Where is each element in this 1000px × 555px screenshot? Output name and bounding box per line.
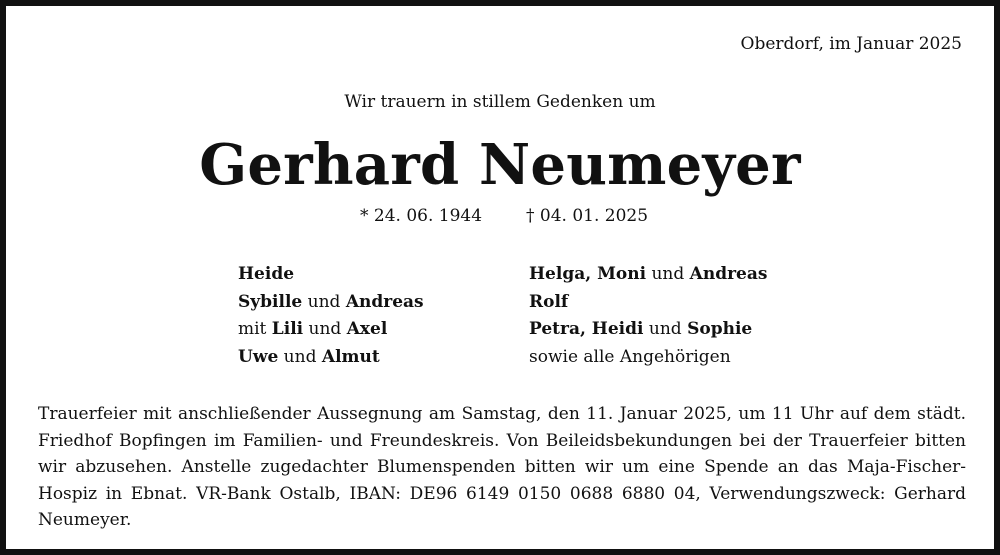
- connector-text: und: [302, 291, 346, 312]
- place-date: Oberdorf, im Januar 2025: [740, 34, 962, 54]
- mourner-line: [529, 289, 767, 317]
- funeral-notice: Trauerfeier mit anschließender Aussegnung am Samstag, den 11. Januar 2025, um 11 Uhr auf dem städt. Friedhof Bopfingen im Familien- und Freundeskreis. Von Beileidsbekundungen bei der Trauerfeier bitten wir abzusehen. Anstelle zugedachter Blumenspenden bitten wir um eine Spende an das Maja-Fischer-Hospiz in Ebnat. VR-Bank Ostalb, IBAN: DE96 6149 0150 0688 6880 04, Verwendungszweck: Gerhard Neumeyer.: [38, 404, 966, 530]
- connector-text: und: [646, 264, 690, 284]
- mourners-right-column: [529, 261, 767, 371]
- death-date: † 04. 01. 2025: [526, 206, 649, 226]
- connector-text: sowie alle Angehörigen: [529, 346, 731, 367]
- deceased-name: Gerhard Neumeyer: [199, 132, 801, 198]
- mourner-name: Lili: [271, 319, 304, 339]
- connector-text: und: [278, 346, 322, 367]
- connector-text: und: [303, 319, 347, 339]
- mourner-name: Sophie: [687, 319, 753, 339]
- mourner-name: Sybille: [238, 291, 303, 312]
- mourner-name: Axel: [346, 319, 388, 339]
- mourner-name: Rolf: [529, 291, 569, 312]
- mourner-name: Almut: [321, 346, 380, 367]
- mourner-name: Heide: [238, 264, 295, 284]
- mourner-line: [238, 316, 424, 344]
- mourner-name: Petra, Heidi: [529, 319, 644, 339]
- mourner-line: [238, 344, 424, 372]
- mourner-name: Andreas: [345, 291, 424, 312]
- mourner-line: [529, 316, 767, 344]
- connector-text: mit: [238, 319, 272, 339]
- mourner-name: Helga, Moni: [529, 264, 647, 284]
- birth-date: * 24. 06. 1944: [360, 206, 483, 226]
- mourner-name: Uwe: [238, 346, 279, 367]
- mourners-left-column: [238, 261, 424, 371]
- connector-text: und: [643, 319, 688, 339]
- mourner-line: [529, 261, 767, 289]
- mourner-line: [529, 344, 767, 372]
- mourner-name: Andreas: [689, 264, 768, 284]
- intro-line: Wir trauern in stillem Gedenken um: [344, 92, 656, 112]
- mourner-line: [238, 289, 424, 317]
- mourner-line: [238, 261, 424, 289]
